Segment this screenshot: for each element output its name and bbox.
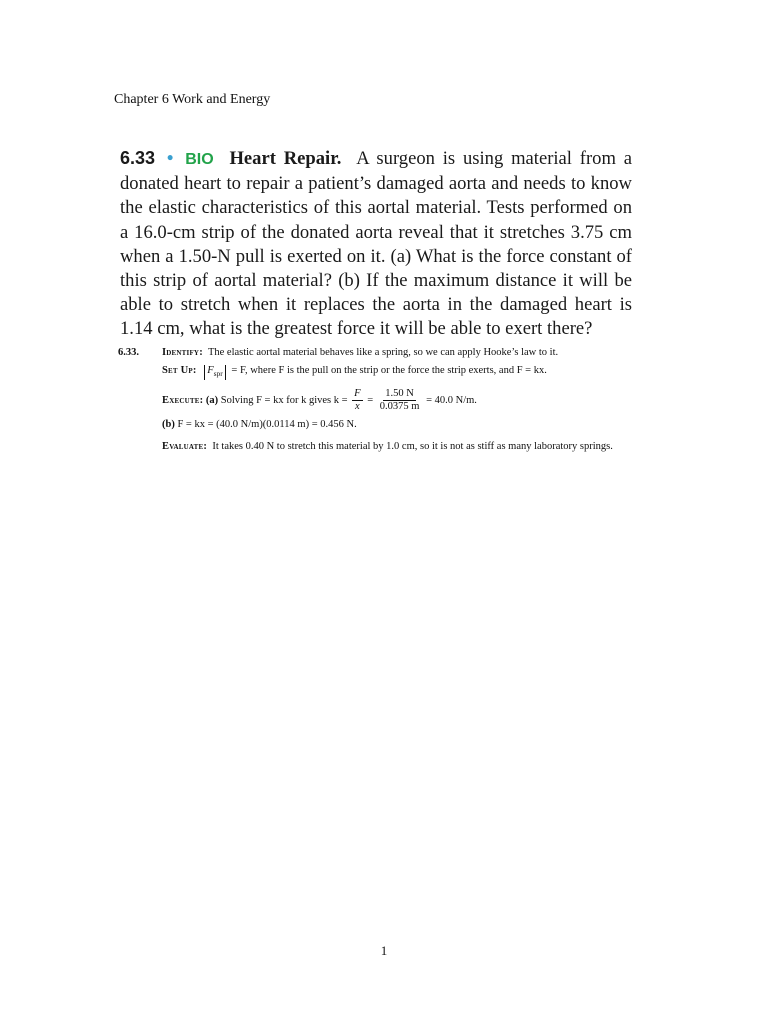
- bio-tag: BIO: [185, 151, 214, 168]
- fraction-values: $\frac{1.50 N}{0.0375 m}$: [379, 388, 420, 412]
- execute-result: = 40.0 N/m.: [426, 394, 477, 406]
- setup-text: where F is the pull on the strip or the force the strip exerts, and F = kx.: [250, 365, 547, 376]
- evaluate-line: [162, 440, 652, 454]
- setup-line: [162, 365, 547, 380]
- identify-line: [162, 347, 558, 358]
- solution-number: 6.33.: [118, 347, 139, 358]
- execute-label: Execute:: [162, 394, 204, 406]
- evaluate-text: It takes 0.40 N to stretch this material by 1.0 cm, so it is not as stiff as many laboratory springs.: [212, 441, 613, 452]
- setup-label: Set Up:: [162, 365, 197, 376]
- identify-text: The elastic aortal material behaves like a spring, so we can apply Hooke’s law to it.: [207, 347, 559, 358]
- equals-sign: =: [367, 394, 374, 406]
- page-number: 1: [380, 943, 388, 958]
- identify-label: Identify:: [162, 347, 203, 358]
- problem-number: 6.33: [120, 148, 156, 168]
- setup-eq: = F,: [231, 365, 248, 376]
- part-b-text: F = kx = (40.0 N/m)(0.0114 m) = 0.456 N.: [177, 419, 357, 430]
- fraction-f-over-x: $\frac{F}{x}$: [354, 388, 361, 412]
- part-b-line: [162, 419, 357, 430]
- part-b-label: (b): [162, 419, 175, 430]
- problem-statement: [120, 146, 632, 342]
- execute-text: Solving F = kx for k gives k =: [220, 394, 348, 406]
- difficulty-dot: •: [166, 148, 174, 169]
- execute-line: [162, 388, 477, 413]
- problem-title: Heart Repair.: [229, 148, 342, 169]
- problem-text: A surgeon is using material from a donated heart to repair a patient’s damaged aorta and needs to know the elastic characteristics of this aortal material. Tests performed on a 16.0-cm strip of the donated aorta reveal that it stretches 3.75 cm when a 1.50-N pull is exerted on it. (a) What is the force constant of this strip of aortal material? (b) If the maximum distance it will be able to stretch when it replaces the aorta in the damaged heart is 1.14 cm, what is the greatest force it will be able to exert there?: [120, 148, 632, 340]
- chapter-header: Chapter 6 Work and Energy: [114, 92, 271, 107]
- abs-force: $F_{spr}$: [204, 365, 226, 380]
- evaluate-label: Evaluate:: [162, 441, 208, 452]
- execute-part: (a): [205, 394, 219, 406]
